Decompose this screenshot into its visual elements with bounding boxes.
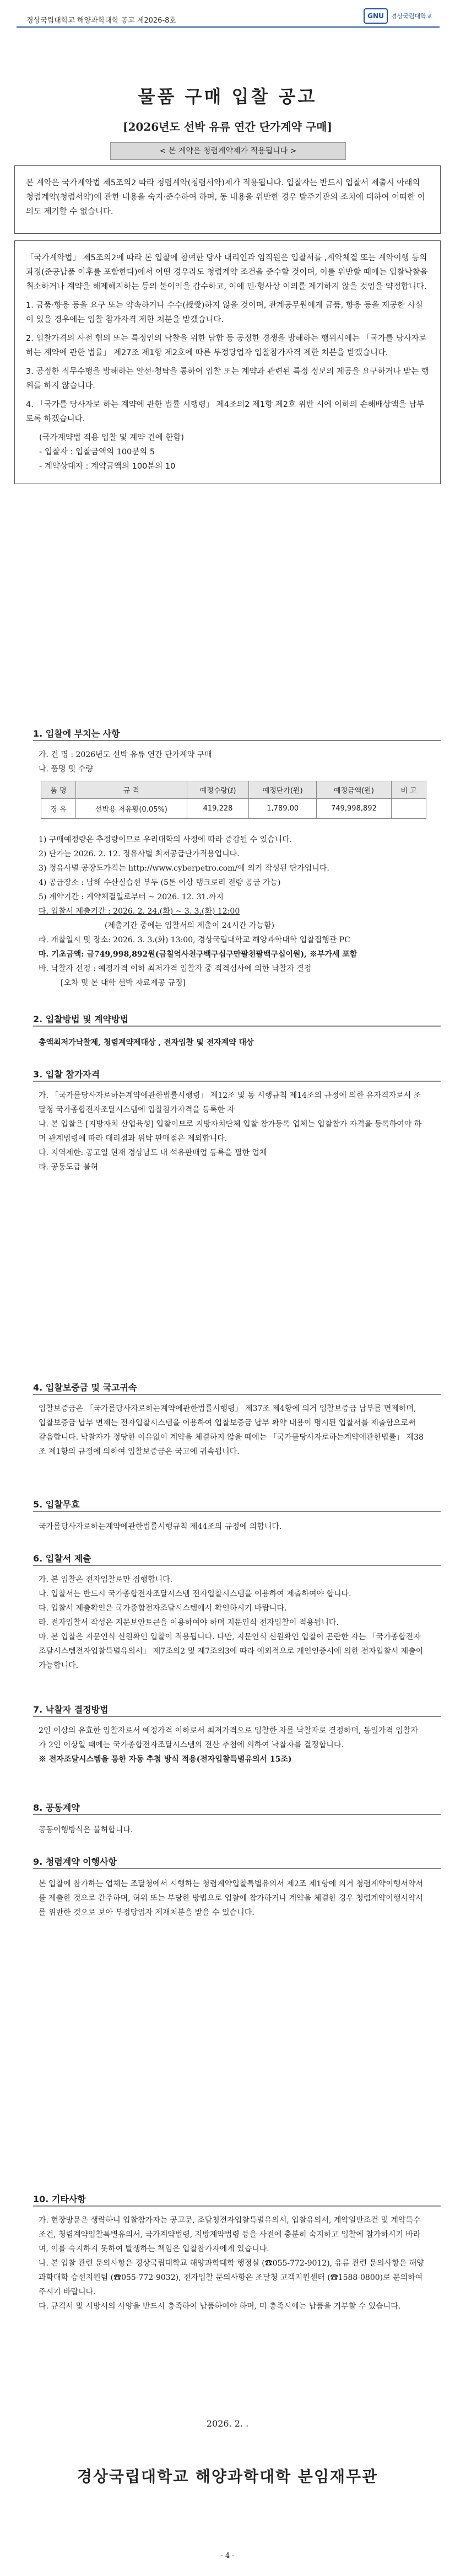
detail-line: 나. 본 입찰 관련 문의사항은 경상국립대학교 해양과학대학 행정실 (☎055-772-9012), 유류 관련 문의사항은 해양과학대학 승선지원팀 (☎055-772-9032), 전자입찰 문의사항은 조달청 고객지원센터 (☎1588-0800)로 문의하여 주시기 바랍니다. [39,2259,424,2296]
section-divider [33,2205,441,2207]
detail-line: 다. 입찰서 제출확인은 국가종합전자조달시스템에서 확인하시기 바랍니다. [39,1604,287,1613]
integrity-notice-box [14,165,441,234]
detail-line: 다. 규격서 및 시방서의 사양을 반드시 충족하여 납품하여야 하며, 미 충족시에는 납품을 거부할 수 있습니다. [39,2302,401,2311]
section-7-heading: 7. 낙찰자 결정방법 [33,1704,109,1715]
integrity-notice-band: < 본 계약은 청렴계약제가 적용됩니다 > [110,142,346,160]
table-cell: 선박용 저유황(0.05%) [76,799,187,819]
document-header-text: 경상국립대학교 해양과학대학 공고 제2026-8호 [26,17,176,25]
detail-line: 라. 개찰일시 및 장소: 2026. 3. 3.(화) 13:00, 경상국립대학교 해양과학대학 입찰집행관 PC [39,936,350,944]
section-divider [33,1868,441,1869]
section-1-body [39,748,424,776]
section-8-heading: 8. 공동계약 [33,1802,80,1813]
detail-line: 2) 단가는 2026. 2. 12. 정유사별 최저공급단가적용입니다. [39,850,240,858]
section-10-heading: 10. 기타사항 [33,2194,86,2204]
section-divider [33,1565,441,1566]
section-4-body: 입찰보증금은 「국가를당사자로하는계약에관한법률시행령」 제37조 제4항에 의거 입찰보증금 납부를 면제하며, 입찰보증금 납부 면제는 전자입찰시스템을 이용하여 입찰보증금 납부 확약 내용이 명시된 입찰서를 제출함으로써 갈음합니다. 낙찰자가 정당한 이유없이 계약을 체결하지 않을 때에는 「국가를당사자로하는계약에관한법률」 제38조 제1항의 규정에 의하여 입찰보증금은 국고에 귀속됩니다. [39,1404,424,1456]
integrity-pledge-box [14,240,441,484]
detail-line: 1) 구매예정량은 추정량이므로 우리대학의 사정에 따라 증감될 수 있습니다. [39,835,292,844]
section-5-body: 국가를당사자로하는계약에관한법률시행규칙 제44조의 규정에 의합니다. [39,1522,282,1531]
section-9-body: 본 입찰에 참가하는 업체는 조달청에서 시행하는 청렴계약입찰특별유의서 제2조 제1항에 의거 청렴계약이행서약서를 제출한 것으로 간주하며, 허위 또는 부당한 방법으로 입찰에 참가하거나 계약을 체결한 경우 청렴계약이행서약서를 위반한 것으로 보아 부정당업자 제재처분을 받을 수 있습니다. [39,1880,423,1917]
table-cell: 경 유 [41,799,76,819]
detail-line: 5) 계약기간 : 계약체결일로부터 ~ 2026. 12. 31.까지 [39,893,224,901]
section-divider [33,1026,441,1027]
table-row [41,799,426,819]
section-divider [33,1394,441,1395]
procurement-table [41,781,426,819]
section-9-heading: 9. 청렴계약 이행사항 [33,1856,117,1867]
integrity-pledge-subitem: - 입찰자 : 입찰금액의 100분의 5 [39,448,155,457]
detail-line: 라. 공동도급 불허 [39,1163,99,1172]
item-name: 가. 건 명 : 2026년도 선박 유류 연간 단가계약 구매 [39,750,212,759]
section-1-heading: 1. 입찰에 부치는 사항 [33,728,120,739]
detail-line: 가. 본 입찰은 전자입찰로만 집행합니다. [39,1575,173,1584]
section-6-body [39,1573,424,1673]
integrity-pledge-subitem: (국가계약법 적용 입찰 및 계약 건에 한함) [39,433,185,442]
detail-line: [오차 및 본 대학 선박 자료제공 규정] [61,979,186,988]
item-quantity-label: 나. 품명 및 수량 [39,765,93,774]
detail-line: 마. 본 입찰은 지문인식 신원확인 입찰이 적용됩니다. 다만, 지문인식 신원확인 입찰이 곤란한 자는 「국가종합전자조달시스템전자입찰특별유의서」 제7조의2 및 제7조의3에 따라 예외적으로 개인인증서에 의한 전자입찰서 제출이 가능합니다. [39,1633,424,1670]
integrity-pledge-subitem: - 계약상대자 : 계약금액의 100분의 10 [39,462,176,471]
integrity-pledge-intro: 「국가계약법」 제5조의2에 따라 본 입찰에 참여한 당사 대리인과 임직원은 입찰서를 ,계약체결 또는 계약이행 등의 과정(준공납품 이후를 포함한다)에서 어떤 경우라도 청렴계약 조건을 준수할 것이며, 이를 위반할 때에는 입찰낙찰을 취소하거나 계약을 해제해지하는 등의 불이익을 감수하고, 이에 민·형사상 이의를 제기하지 않을 것임을 약정합니다. [26,254,428,291]
base-amount: 마. 기초금액: 금749,998,892원(금칠억사천구백구십구만팔천팔백구십이원), ※부가세 포함 [39,950,358,959]
bid-submission-period: 다. 입찰서 제출기간 : 2026. 2. 24.(화) ~ 3. 3.(화) 12:00 [39,907,240,916]
section-divider [33,1716,441,1717]
announcement-date: 2026. 2. . [206,2418,249,2429]
section-10-body [39,2213,424,2314]
page-number: - 4 - [220,2552,235,2560]
integrity-pledge-item: 1. 금품·향응 등을 요구 또는 약속하거나 수수(授受)하지 않을 것이며, 관계공무원에게 금품, 향응 등을 제공한 사실이 있을 경우에는 입찰 참가자격 제한 처분을 받겠습니다. [26,301,423,324]
issuing-organization: 경상국립대학교 해양과학대학 분임재무관 [77,2467,378,2486]
header-divider [17,26,440,28]
detail-line: 라. 전자입찰서 작성은 지문보안토큰을 이용하여야 하며 지문인식 전자입찰이 적용됩니다. [39,1618,339,1627]
section-divider [33,1081,441,1082]
detail-line: 2인 이상의 유효한 입찰자로서 예정가격 이하로서 최저가격으로 입찰한 자를 낙찰자로 결정하며, 동일가격 입찰자가 2인 이상일 때에는 국가종합전자조달시스템의 전산 추첨에 의하여 낙찰자를 결정합니다. [39,1726,418,1749]
university-logo [364,8,446,24]
table-cell [391,799,426,819]
detail-line: 4) 공급장소 : 남해 수산실습선 부두 (5톤 이상 탱크로리 전량 공급 가능) [39,878,281,887]
table-header: 예정단가(원) [249,781,317,799]
table-header-row [41,781,426,799]
section-3-body [39,1088,424,1174]
detail-line: 나. 본 입찰은 [지방자치 산업육성] 입찰이므로 지방자치단체 입찰 참가등록 업체는 입찰참가 자격을 등록하여야 하며 관계법령에 따라 대리점과 위탁 판매점은 제외합니다. [39,1120,422,1143]
section-2-body: 총액최저가낙찰제, 청렴계약제대상 , 전자입찰 및 전자계약 대상 [39,1038,254,1047]
logo-text: 경상국립대학교 [391,13,432,20]
section-7-body [39,1724,424,1767]
table-header: 예정수량(ℓ) [187,781,249,799]
detail-line: 나. 입찰서는 반드시 국가종합전자조달시스템 전자입찰시스템을 이용하여 제출하여야 합니다. [39,1590,351,1598]
table-header: 비 고 [391,781,426,799]
section-divider [33,1814,441,1815]
section-5-heading: 5. 입찰무효 [33,1499,80,1510]
page-title: 물품 구매 입찰 공고 [138,86,317,107]
table-cell: 419,228 [187,799,249,819]
auto-lottery-note: ※ 전자조달시스템을 통한 자동 추첨 방식 적용(전자입찰특별유의서 15조) [39,1755,292,1764]
integrity-notice-text: 본 계약은 국가계약법 제5조의2 따라 청렴계약(청렴서약)제가 적용됩니다. 입찰자는 반드시 입찰서 제출시 아래의 청렴계약(청렴서약)에 관한 내용을 숙지·준수하여 하며, 동 내용을 위반한 경우 발주기관의 조치에 대하여 어떠한 이의도 제기할 수 없습니다. [26,179,425,216]
table-header: 규 격 [76,781,187,799]
detail-line: 가. 현장방문은 생략하니 입찰참가자는 공고문, 조달청전자입찰특별유의서, 입찰유의서, 계약일반조건 및 계약특수조건, 청렴계약입찰특별유의서, 국가계약법령, 지방계약법령 등을 사전에 충분히 숙지하고 입찰에 참가하시기 바라며, 이를 숙지하지 못하여 발생하는 책임은 입찰참가자에게 있습니다. [39,2216,421,2253]
logo-mark-icon: GNU [364,8,388,24]
integrity-pledge-item: 3. 공정한 직무수행을 방해하는 알선·청탁을 통하여 입찰 또는 계약과 관련된 특정 정보의 제공을 요구하거나 받는 행위를 하지 않습니다. [26,367,429,390]
detail-line: (제출기간 중에는 입찰서의 제출이 24시간 가능함) [105,921,274,930]
detail-line: 가. 「국가를당사자로하는계약에관한법률시행령」 제12조 및 동 시행규칙 제14조의 규정에 의한 유자격자로서 조달청 국가종합전자조달시스템에 입찰참가자격을 등록한 자 [39,1091,421,1114]
section-divider [33,1511,441,1512]
section-6-heading: 6. 입찰서 제출 [33,1553,91,1564]
section-3-heading: 3. 입찰 참가자격 [33,1069,100,1080]
table-header: 예정금액(원) [317,781,392,799]
detail-line: 다. 지역제한: 공고일 현재 경상남도 내 석유판매업 등록을 필한 업체 [39,1149,267,1157]
section-2-heading: 2. 입찰방법 및 계약방법 [33,1014,129,1024]
detail-line: 바. 낙찰자 선정 : 예정가격 이하 최저가격 입찰자 중 적격심사에 의한 낙찰자 결정 [39,964,312,973]
section-1-details [39,833,424,990]
integrity-pledge-item: 2. 입찰가격의 사전 협의 또는 특정인의 낙찰을 위한 담합 등 공정한 경쟁을 방해하는 행위시에는 「국가를 당사자로 하는 계약에 관한 법률」 제27조 제1항 제2호에 따른 부정당업자 입찰참가자격 제한 처분을 받겠습니다. [26,334,427,357]
page-subtitle: [2026년도 선박 유류 연간 단가계약 구매] [123,120,332,133]
table-cell: 1,789.00 [249,799,317,819]
integrity-pledge-item: 4. 「국가를 당사자로 하는 계약에 관한 법률 시행령」 제4조의2 제1항 제2호 위반 시에 이하의 손해배상액을 납부토록 하겠습니다. [26,400,425,423]
table-header: 품 명 [41,781,76,799]
section-8-body: 공동이행방식은 불허합니다. [39,1826,133,1834]
section-divider [33,740,441,741]
detail-line: 3) 정유사별 공장도가격는 http://www.cyberpetro.com/에 의거 작성된 단가입니다. [39,864,329,873]
table-cell: 749,998,892 [317,799,392,819]
section-4-heading: 4. 입찰보증금 및 국고귀속 [33,1382,137,1393]
